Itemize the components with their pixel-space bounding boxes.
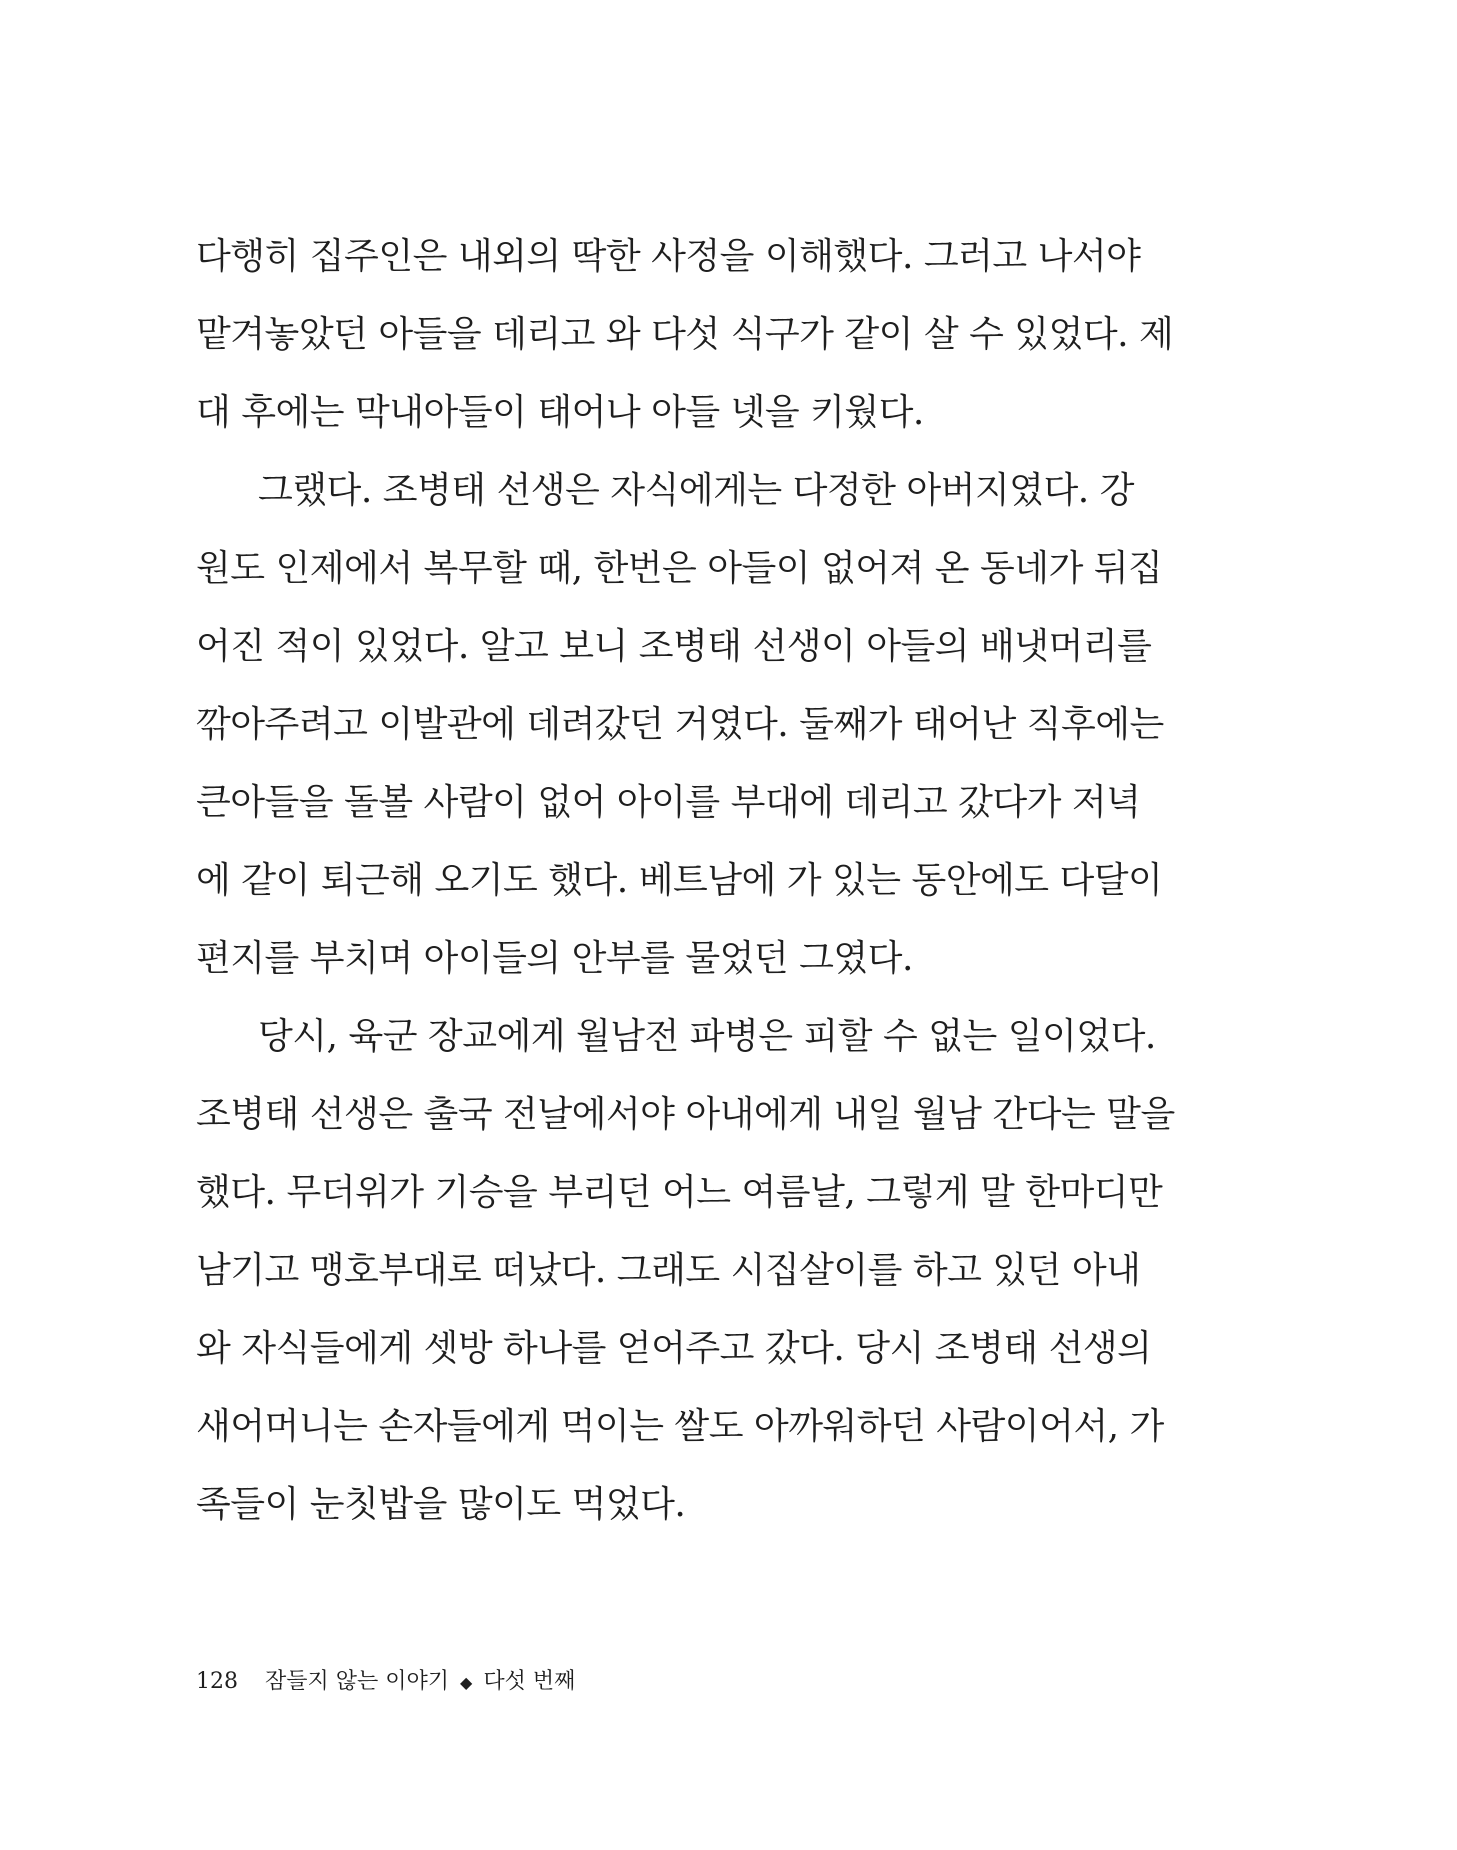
text-line: 맡겨놓았던 아들을 데리고 와 다섯 식구가 같이 살 수 있었다. 제 [196,314,1174,355]
text-line: 조병태 선생은 출국 전날에서야 아내에게 내일 월남 간다는 말을 [196,1094,1175,1135]
page-number: 128 [196,1669,238,1694]
text-line: 와 자식들에게 셋방 하나를 얻어주고 갔다. 당시 조병태 선생의 [196,1328,1152,1369]
book-title: 잠들지 않는 이야기 [265,1669,450,1694]
text-line: 깎아주려고 이발관에 데려갔던 거였다. 둘째가 태어난 직후에는 [196,704,1164,745]
text-line: 새어머니는 손자들에게 먹이는 쌀도 아까워하던 사람이어서, 가 [196,1406,1164,1447]
text-line: 대 후에는 막내아들이 태어나 아들 넷을 키웠다. [196,392,924,433]
diamond-separator-icon: ◆ [460,1673,473,1692]
body-text [196,218,1175,1544]
text-line: 족들이 눈칫밥을 많이도 먹었다. [196,1484,686,1525]
text-line: 어진 적이 있었다. 알고 보니 조병태 선생이 아들의 배냇머리를 [196,626,1152,667]
page-footer [196,1667,575,1698]
text-line: 큰아들을 돌볼 사람이 없어 아이를 부대에 데리고 갔다가 저녁 [196,782,1141,823]
text-line: 원도 인제에서 복무할 때, 한번은 아들이 없어져 온 동네가 뒤집 [196,548,1163,589]
text-line: 에 같이 퇴근해 오기도 했다. 베트남에 가 있는 동안에도 다달이 [196,860,1163,901]
text-line: 했다. 무더위가 기승을 부리던 어느 여름날, 그렇게 말 한마디만 [196,1172,1163,1213]
text-line: 당시, 육군 장교에게 월남전 파병은 피할 수 없는 일이었다. [258,1016,1156,1057]
text-line: 남기고 맹호부대로 떠났다. 그래도 시집살이를 하고 있던 아내 [196,1250,1141,1291]
text-line: 편지를 부치며 아이들의 안부를 물었던 그였다. [196,938,913,979]
volume-label: 다섯 번째 [483,1669,576,1694]
text-line: 그랬다. 조병태 선생은 자식에게는 다정한 아버지였다. 강 [258,470,1134,511]
text-line: 다행히 집주인은 내외의 딱한 사정을 이해했다. 그러고 나서야 [196,236,1141,277]
